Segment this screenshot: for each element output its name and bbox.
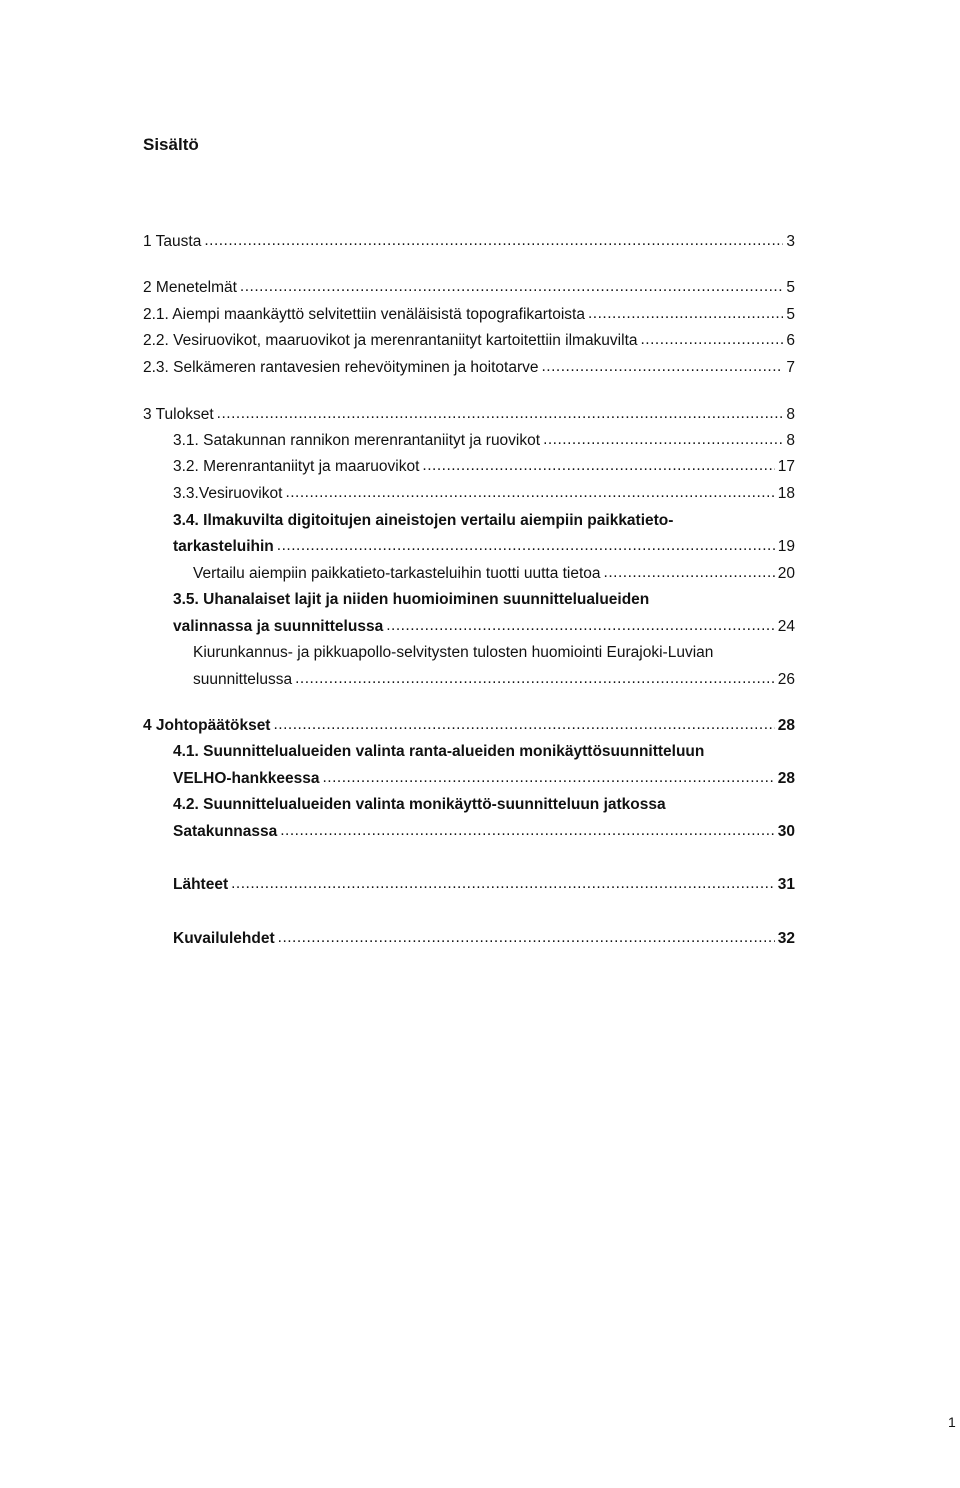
toc-page-number: 19 <box>777 538 795 555</box>
toc-entry-lahteet[interactable] <box>173 875 795 895</box>
toc-entry-label: VELHO-hankkeessa <box>173 770 320 787</box>
toc-page-number: 8 <box>786 432 795 449</box>
toc-page-number: 6 <box>786 332 795 349</box>
toc-entry-vertailu[interactable] <box>193 564 795 584</box>
toc-leader-dots <box>204 231 783 251</box>
toc-page-number: 28 <box>777 717 795 734</box>
toc-leader-dots <box>541 357 783 377</box>
toc-page-number: 7 <box>786 359 795 376</box>
toc-page-number: 5 <box>786 306 795 323</box>
toc-entry-label: Vertailu aiempiin paikkatieto-tarkasteluihin tuotti uutta tietoa <box>193 565 601 582</box>
toc-entry-3-5-line1: 3.5. Uhanalaiset lajit ja niiden huomioiminen suunnittelualueiden <box>173 591 650 608</box>
toc-entry-label: suunnittelussa <box>193 671 293 688</box>
toc-entry-3-3[interactable] <box>173 484 795 504</box>
toc-leader-dots <box>588 304 783 324</box>
toc-leader-dots <box>295 669 775 689</box>
toc-entry-label: Kuvailulehdet <box>173 930 275 947</box>
toc-entry-label: 2.2. Vesiruovikot, maaruovikot ja merenrantaniityt kartoitettiin ilmakuvilta <box>143 332 638 349</box>
toc-page-number: 30 <box>777 823 795 840</box>
toc-entry-label: Lähteet <box>173 876 229 893</box>
toc-entry-kuvailulehdet[interactable] <box>173 929 795 949</box>
toc-entry-3-2[interactable] <box>173 457 795 477</box>
toc-leader-dots <box>322 768 774 788</box>
toc-leader-dots <box>604 563 775 583</box>
toc-entry-label: 3.1. Satakunnan rannikon merenrantaniityt ja ruovikot <box>173 432 541 449</box>
toc-page-number: 17 <box>777 458 795 475</box>
toc-entry-label: tarkasteluihin <box>173 538 274 555</box>
toc-entry-kiurunkannus[interactable] <box>193 670 795 690</box>
toc-page-number: 8 <box>786 406 795 423</box>
toc-page-number: 24 <box>777 618 795 635</box>
toc-entry-2-2[interactable] <box>143 331 795 351</box>
toc-page-number: 20 <box>777 565 795 582</box>
toc-leader-dots <box>231 874 775 894</box>
toc-entry-label: 3.2. Merenrantaniityt ja maaruovikot <box>173 458 420 475</box>
toc-entry-3-4[interactable] <box>173 537 795 557</box>
toc-entry-2-3[interactable] <box>143 358 795 378</box>
toc-page-number: 31 <box>777 876 795 893</box>
toc-leader-dots <box>422 456 774 476</box>
toc-entry-4-1-line1: 4.1. Suunnittelualueiden valinta ranta-alueiden monikäyttösuunnitteluun <box>173 743 705 760</box>
toc-entry-4-1[interactable] <box>173 769 795 789</box>
toc-entry-3-5[interactable] <box>173 617 795 637</box>
toc-entry-label: 2.1. Aiempi maankäyttö selvitettiin venäläisistä topografikartoista <box>143 306 585 323</box>
page-number: 1 <box>948 1414 956 1430</box>
page-title: Sisältö <box>143 135 199 154</box>
toc-entry-3-4-line1: 3.4. Ilmakuvilta digitoitujen aineistojen vertailu aiempiin paikkatieto- <box>173 512 674 529</box>
toc-entry-label: 2.3. Selkämeren rantavesien rehevöityminen ja hoitotarve <box>143 359 539 376</box>
toc-page-number: 5 <box>786 279 795 296</box>
toc-leader-dots <box>240 277 783 297</box>
toc-entry-4-2[interactable] <box>173 822 795 842</box>
toc-entry-menetelmat[interactable] <box>143 278 795 298</box>
toc-leader-dots <box>217 404 784 424</box>
toc-leader-dots <box>280 821 775 841</box>
toc-entry-label: Satakunnassa <box>173 823 278 840</box>
toc-entry-kiurunkannus-line1: Kiurunkannus- ja pikkuapollo-selvitysten tulosten huomiointi Eurajoki-Luvian <box>193 644 714 661</box>
toc-leader-dots <box>285 483 774 503</box>
toc-entry-label: 3.3.Vesiruovikot <box>173 485 283 502</box>
toc-page-number: 28 <box>777 770 795 787</box>
toc-page-number: 32 <box>777 930 795 947</box>
toc-leader-dots <box>543 430 783 450</box>
toc-leader-dots <box>278 928 775 948</box>
toc-leader-dots <box>386 616 775 636</box>
toc-leader-dots <box>641 330 784 350</box>
toc-entry-tulokset[interactable] <box>143 405 795 425</box>
toc-page-number: 18 <box>777 485 795 502</box>
toc-leader-dots <box>277 536 775 556</box>
toc-page-number: 26 <box>777 671 795 688</box>
toc-entry-label: 3 Tulokset <box>143 406 214 423</box>
toc-leader-dots <box>273 715 774 735</box>
toc-entry-2-1[interactable] <box>143 305 795 325</box>
toc-entry-label: 4 Johtopäätökset <box>143 717 271 734</box>
toc-entry-tausta[interactable] <box>143 232 795 252</box>
toc-entry-johtopaatokset[interactable] <box>143 716 795 736</box>
toc-entry-3-1[interactable] <box>173 431 795 451</box>
toc-page-number: 3 <box>786 233 795 250</box>
toc-entry-label: valinnassa ja suunnittelussa <box>173 618 384 635</box>
toc-entry-label: 1 Tausta <box>143 233 202 250</box>
toc-entry-label: 2 Menetelmät <box>143 279 237 296</box>
toc-entry-4-2-line1: 4.2. Suunnittelualueiden valinta monikäyttö-suunnitteluun jatkossa <box>173 796 666 813</box>
